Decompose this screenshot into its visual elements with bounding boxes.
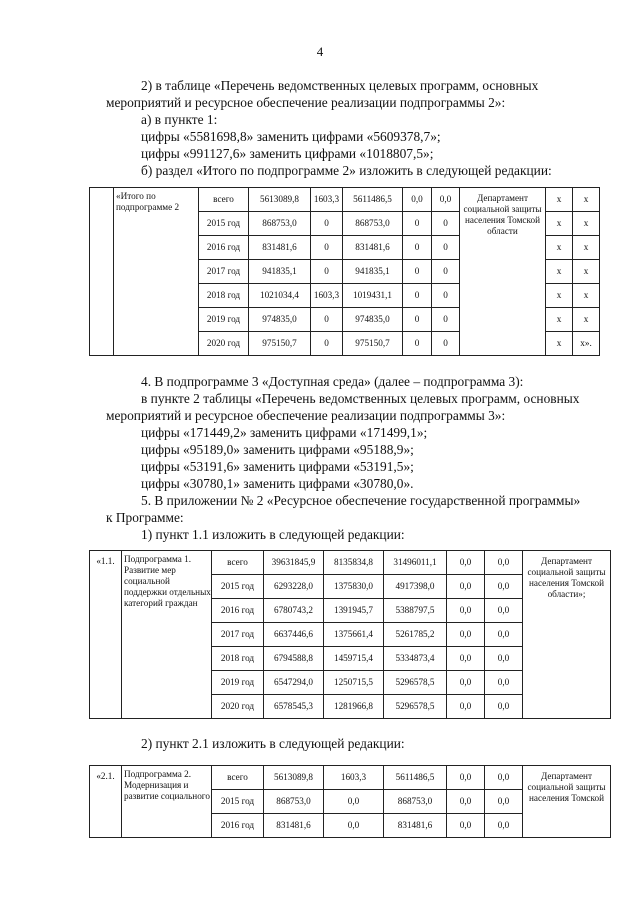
value-cell: 0,0 xyxy=(447,575,485,599)
value-cell: 974835,0 xyxy=(249,308,311,332)
value-cell: 0 xyxy=(403,260,432,284)
paragraph-line: цифры «95189,0» заменить цифрами «95188,9»; xyxy=(141,442,414,457)
table-item-2-1 xyxy=(89,765,611,838)
table-row xyxy=(90,551,611,575)
value-cell: 0,0 xyxy=(447,623,485,647)
page-number: 4 xyxy=(316,44,324,59)
value-cell: 0,0 xyxy=(447,599,485,623)
value-cell: 0 xyxy=(311,332,343,356)
x-cell: х xyxy=(573,188,600,212)
value-cell: 0,0 xyxy=(324,790,384,814)
value-cell: 0,0 xyxy=(485,814,523,838)
value-cell: 0 xyxy=(311,308,343,332)
value-cell: 0,0 xyxy=(485,575,523,599)
value-cell: 0,0 xyxy=(485,647,523,671)
value-cell: 0,0 xyxy=(485,599,523,623)
value-cell: 0,0 xyxy=(447,551,485,575)
value-cell: 0,0 xyxy=(447,647,485,671)
value-cell: 5613089,8 xyxy=(264,766,324,790)
value-cell: 0,0 xyxy=(485,790,523,814)
table-subprogram2-total xyxy=(89,187,600,356)
value-cell: 6780743,2 xyxy=(264,599,324,623)
x-cell: х xyxy=(546,260,573,284)
value-cell: 1021034,4 xyxy=(249,284,311,308)
period-cell: 2016 год xyxy=(212,814,264,838)
value-cell: 5613089,8 xyxy=(249,188,311,212)
x-cell: х xyxy=(546,212,573,236)
paragraph-line: б) раздел «Итого по подпрограмме 2» изложить в следующей редакции: xyxy=(141,163,552,178)
value-cell: 1603,3 xyxy=(311,188,343,212)
value-cell: 6637446,6 xyxy=(264,623,324,647)
period-cell: 2015 год xyxy=(199,212,249,236)
value-cell: 868753,0 xyxy=(264,790,324,814)
x-cell: х xyxy=(546,332,573,356)
row-title: Подпрограмма 1. Развитие мер социальной поддержки отдельных категорий граждан xyxy=(122,551,212,719)
period-cell: 2016 год xyxy=(199,236,249,260)
value-cell: 5261785,2 xyxy=(384,623,447,647)
value-cell: 0,0 xyxy=(485,671,523,695)
value-cell: 831481,6 xyxy=(384,814,447,838)
x-cell: х xyxy=(573,260,600,284)
value-cell: 0,0 xyxy=(447,695,485,719)
value-cell: 0 xyxy=(432,308,460,332)
value-cell: 831481,6 xyxy=(249,236,311,260)
value-cell: 974835,0 xyxy=(343,308,403,332)
value-cell: 0 xyxy=(403,236,432,260)
paragraph-line: 4. В подпрограмме 3 «Доступная среда» (далее – подпрограмма 3): xyxy=(141,374,524,389)
value-cell: 868753,0 xyxy=(384,790,447,814)
paragraph-line: 2) в таблице «Перечень ведомственных целевых программ, основных xyxy=(141,78,539,93)
value-cell: 941835,1 xyxy=(249,260,311,284)
value-cell: 868753,0 xyxy=(249,212,311,236)
value-cell: 1391945,7 xyxy=(324,599,384,623)
period-cell: 2018 год xyxy=(212,647,264,671)
value-cell: 1019431,1 xyxy=(343,284,403,308)
period-cell: 2017 год xyxy=(199,260,249,284)
value-cell: 0 xyxy=(403,212,432,236)
period-cell: 2018 год xyxy=(199,284,249,308)
period-cell: всего xyxy=(199,188,249,212)
x-cell: х xyxy=(546,284,573,308)
table-item-1-1 xyxy=(89,550,611,719)
period-cell: 2020 год xyxy=(199,332,249,356)
value-cell: 0,0 xyxy=(447,814,485,838)
paragraph-line: мероприятий и ресурсное обеспечение реализации подпрограммы 3»: xyxy=(106,408,506,423)
value-cell: 5296578,5 xyxy=(384,671,447,695)
paragraph-line: цифры «171449,2» заменить цифрами «171499,1»; xyxy=(141,425,428,440)
item-number: «2.1. xyxy=(90,766,122,838)
value-cell: 6578545,3 xyxy=(264,695,324,719)
value-cell: 975150,7 xyxy=(249,332,311,356)
department-cell: Департамент социальной защиты населения Томской xyxy=(523,766,611,838)
paragraph-line: 5. В приложении № 2 «Ресурсное обеспечение государственной программы» xyxy=(141,493,581,508)
paragraph-line: цифры «30780,1» заменить цифрами «30780,0». xyxy=(141,476,414,491)
department-cell: Департамент социальной защиты населения Томской области»; xyxy=(523,551,611,719)
value-cell: 0 xyxy=(403,308,432,332)
paragraph-line: 1) пункт 1.1 изложить в следующей редакции: xyxy=(141,527,405,542)
paragraph-line: 2) пункт 2.1 изложить в следующей редакции: xyxy=(141,736,405,751)
value-cell: 941835,1 xyxy=(343,260,403,284)
value-cell: 0,0 xyxy=(447,766,485,790)
value-cell: 0,0 xyxy=(485,551,523,575)
value-cell: 0,0 xyxy=(324,814,384,838)
period-cell: всего xyxy=(212,766,264,790)
value-cell: 0 xyxy=(432,212,460,236)
paragraph-line: цифры «5581698,8» заменить цифрами «5609378,7»; xyxy=(141,129,441,144)
paragraph-line: а) в пункте 1: xyxy=(141,112,218,127)
value-cell: 0 xyxy=(432,236,460,260)
row-title: «Итого по подпрограмме 2 xyxy=(114,188,199,356)
x-cell: х xyxy=(573,284,600,308)
value-cell: 975150,7 xyxy=(343,332,403,356)
row-title: Подпрограмма 2. Модернизация и развитие социального xyxy=(122,766,212,838)
value-cell: 1281966,8 xyxy=(324,695,384,719)
value-cell: 31496011,1 xyxy=(384,551,447,575)
table-row xyxy=(90,188,600,212)
value-cell: 868753,0 xyxy=(343,212,403,236)
value-cell: 831481,6 xyxy=(264,814,324,838)
period-cell: 2020 год xyxy=(212,695,264,719)
paragraph-line: в пункте 2 таблицы «Перечень ведомственных целевых программ, основных xyxy=(141,391,580,406)
value-cell: 6293228,0 xyxy=(264,575,324,599)
period-cell: 2016 год xyxy=(212,599,264,623)
value-cell: 5296578,5 xyxy=(384,695,447,719)
value-cell: 0 xyxy=(432,284,460,308)
value-cell: 0 xyxy=(432,260,460,284)
value-cell: 39631845,9 xyxy=(264,551,324,575)
value-cell: 5388797,5 xyxy=(384,599,447,623)
value-cell: 8135834,8 xyxy=(324,551,384,575)
value-cell: 1375661,4 xyxy=(324,623,384,647)
period-cell: всего xyxy=(212,551,264,575)
value-cell: 1375830,0 xyxy=(324,575,384,599)
paragraph-line: цифры «53191,6» заменить цифрами «53191,5»; xyxy=(141,459,414,474)
x-cell: х xyxy=(573,212,600,236)
x-cell: х xyxy=(546,308,573,332)
value-cell: 1603,3 xyxy=(311,284,343,308)
period-cell: 2015 год xyxy=(212,575,264,599)
value-cell: 0 xyxy=(311,260,343,284)
value-cell: 0,0 xyxy=(485,695,523,719)
value-cell: 0,0 xyxy=(447,790,485,814)
table-row xyxy=(90,766,611,790)
x-cell: х xyxy=(573,308,600,332)
period-cell: 2017 год xyxy=(212,623,264,647)
value-cell: 0 xyxy=(403,284,432,308)
value-cell: 0 xyxy=(311,212,343,236)
period-cell: 2019 год xyxy=(212,671,264,695)
value-cell: 0,0 xyxy=(485,766,523,790)
period-cell: 2019 год xyxy=(199,308,249,332)
paragraph-line: мероприятий и ресурсное обеспечение реализации подпрограммы 2»: xyxy=(106,95,506,110)
value-cell: 4917398,0 xyxy=(384,575,447,599)
value-cell: 5334873,4 xyxy=(384,647,447,671)
value-cell: 0 xyxy=(403,332,432,356)
value-cell: 1603,3 xyxy=(324,766,384,790)
value-cell: 0 xyxy=(432,332,460,356)
value-cell: 0,0 xyxy=(447,671,485,695)
value-cell: 5611486,5 xyxy=(343,188,403,212)
x-cell: х». xyxy=(573,332,600,356)
empty-cell xyxy=(90,188,114,356)
value-cell: 1250715,5 xyxy=(324,671,384,695)
value-cell: 0,0 xyxy=(432,188,460,212)
value-cell: 5611486,5 xyxy=(384,766,447,790)
x-cell: х xyxy=(573,236,600,260)
item-number: «1.1. xyxy=(90,551,122,719)
value-cell: 0,0 xyxy=(485,623,523,647)
value-cell: 6794588,8 xyxy=(264,647,324,671)
value-cell: 831481,6 xyxy=(343,236,403,260)
x-cell: х xyxy=(546,188,573,212)
period-cell: 2015 год xyxy=(212,790,264,814)
department-cell: Департамент социальной защиты населения Томской области xyxy=(460,188,546,356)
paragraph-line: к Программе: xyxy=(106,510,184,525)
value-cell: 0,0 xyxy=(403,188,432,212)
x-cell: х xyxy=(546,236,573,260)
value-cell: 1459715,4 xyxy=(324,647,384,671)
value-cell: 0 xyxy=(311,236,343,260)
paragraph-line: цифры «991127,6» заменить цифрами «1018807,5»; xyxy=(141,146,434,161)
value-cell: 6547294,0 xyxy=(264,671,324,695)
